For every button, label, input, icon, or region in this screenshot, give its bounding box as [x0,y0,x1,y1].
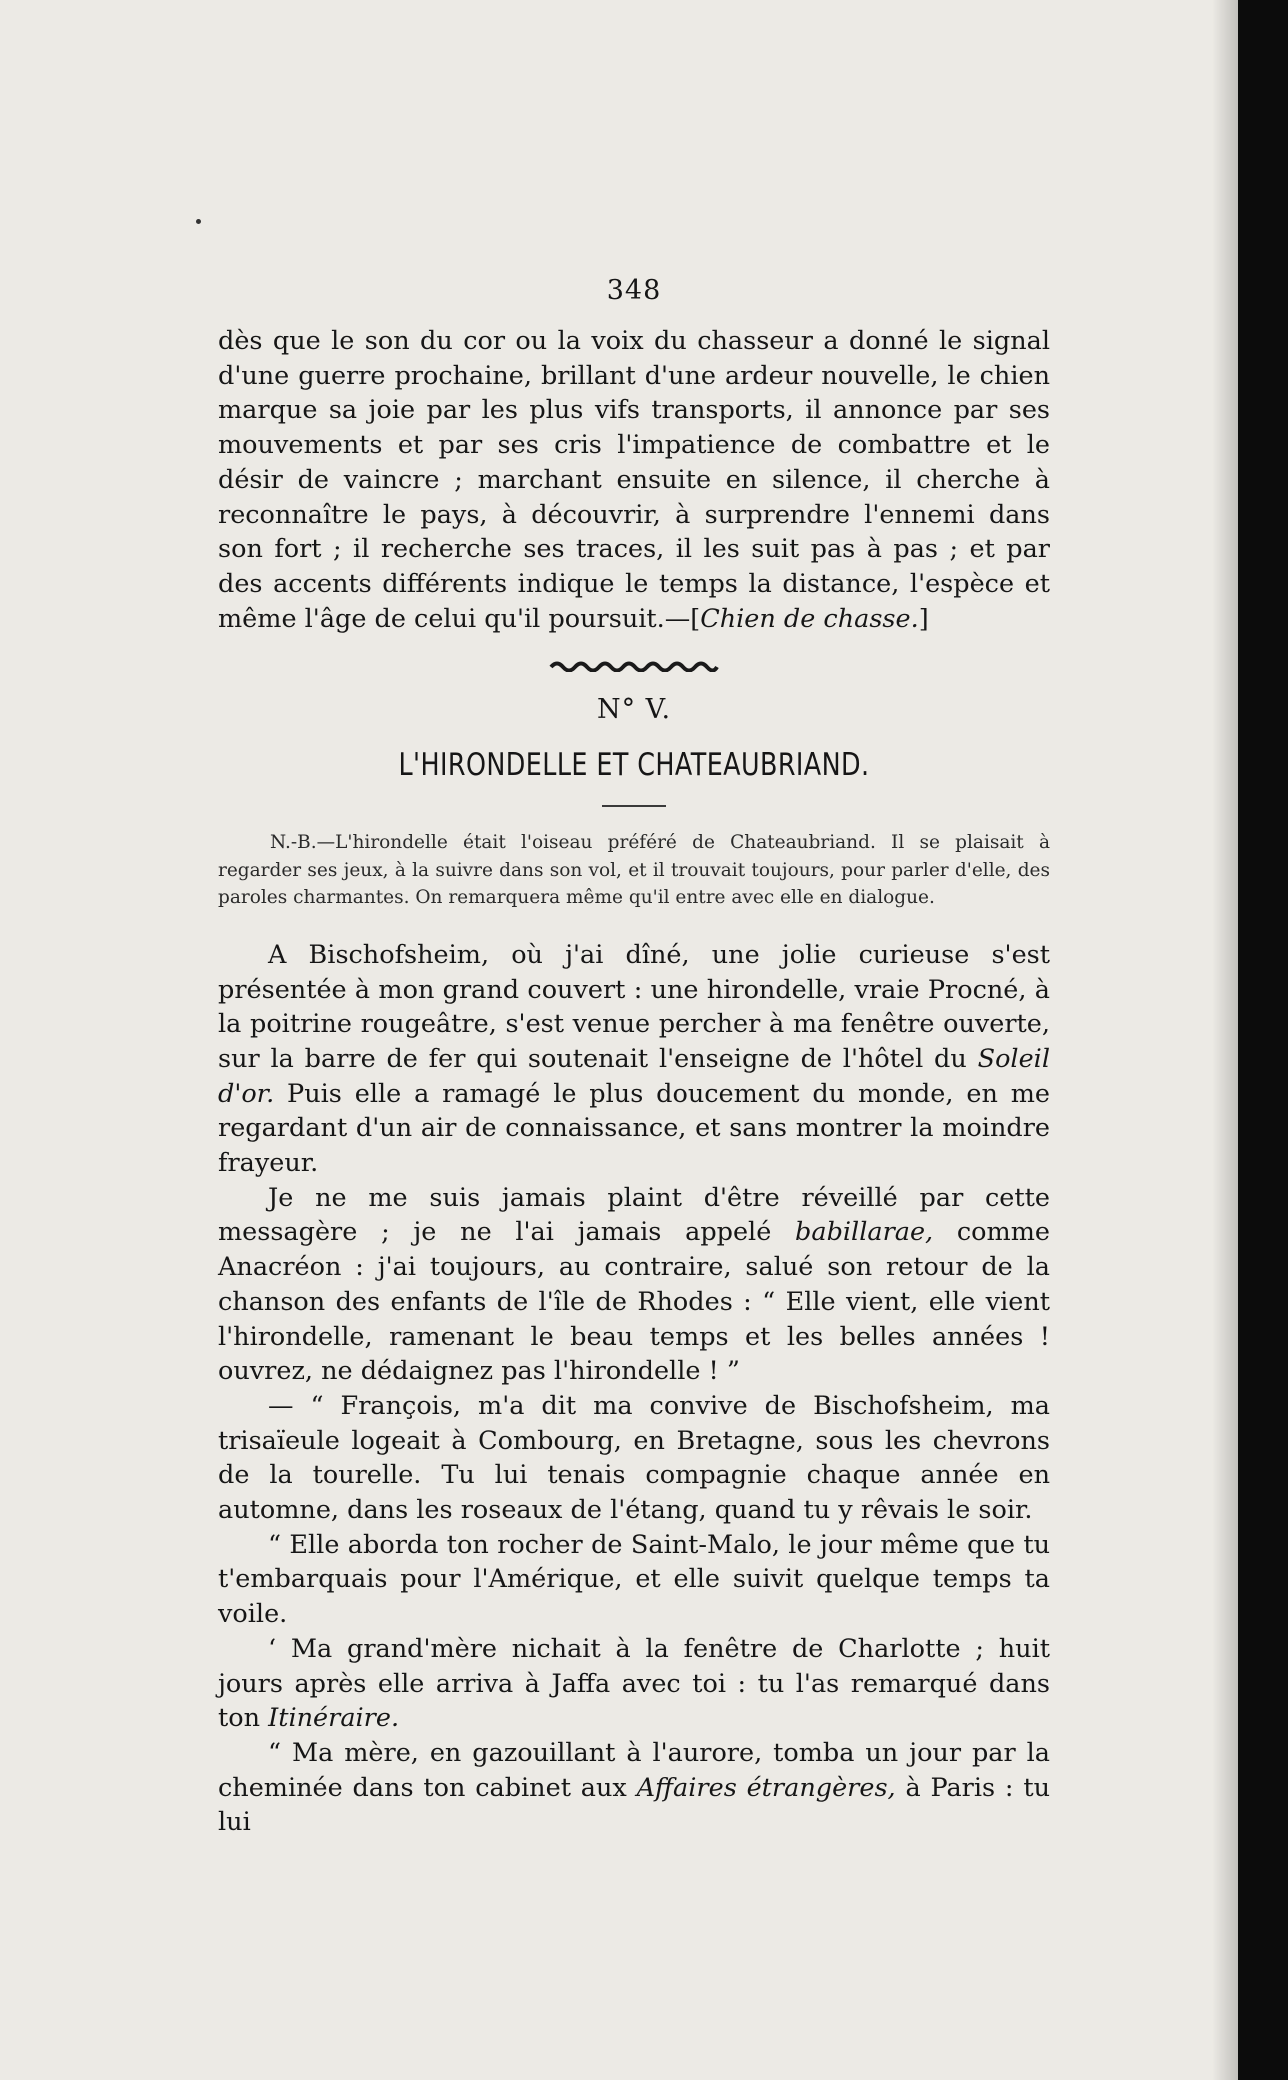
paragraph-2-text-a: Je ne me suis jamais plaint d'être réveillé par cette messagère ; je ne l'ai jamais appelé [218,1182,1050,1248]
opening-paragraph-text: dès que le son du cor ou la voix du chasseur a donné le signal d'une guerre prochaine, brillant d'une ardeur nouvelle, le chien marque sa joie par les plus vifs transports, il annonce par ses mouvements et par ses cris l'impatience de combattre et le désir de vaincre ; marchant ensuite en silence, il cherche à reconnaître le pays, à découvrir, à surprendre l'ennemi dans son fort ; il recherche ses traces, il les suit pas à pas ; et par des accents différents indique le temps la distance, l'espèce et même l'âge de celui qu'il poursuit.—[ [218,326,1050,634]
title-rule [602,805,666,807]
paragraph-1-text-a: A Bischofsheim, où j'ai dîné, une jolie curieuse s'est présentée à mon grand couvert : une hirondelle, vraie Procné, à la poitrine rougeâtre, s'est venue percher à ma fenêtre ouverte, sur la barre de fer qui soutenait l'enseigne de l'hôtel du [218,939,1050,1074]
paragraph-1-italic: Soleil d'or. [218,1043,1050,1109]
page-content [218,275,1050,1840]
paragraph-3: — “ François, m'a dit ma convive de Bischofsheim, ma trisaïeule logeait à Combourg, en Bretagne, sous les chevrons de la tourelle. Tu lui tenais compagnie chaque année en automne, dans les roseaux de l'étang, quand tu y rêvais le soir. [218,1390,1050,1526]
page-number: 348 [606,275,662,306]
paragraph-1-text-b: Puis elle a ramagé le plus doucement du monde, en me regardant d'un air de connaissance, et sans montrer la moindre frayeur. [218,1078,1050,1179]
paragraph-5 [218,1632,1050,1736]
ink-speck [196,219,201,224]
page-edge-shadow [1212,0,1238,2080]
paragraph-5-italic: Itinéraire. [268,1703,400,1734]
paragraph-2 [218,1181,1050,1389]
opening-paragraph [218,324,1050,636]
paragraph-1 [218,938,1050,1181]
paragraph-6-text-b: à Paris : tu lui [218,1772,1050,1838]
paragraph-6-text-a: “ Ma mère, en gazouillant à l'aurore, tomba un jour par la cheminée dans ton cabinet aux [218,1738,1050,1803]
paragraph-4: “ Elle aborda ton rocher de Saint-Malo, le jour même que tu t'embarquais pour l'Amérique, et elle suivit quelque temps ta voile. [218,1529,1050,1630]
paragraph-5-text-a: ‘ Ma grand'mère nichait à la fenêtre de Charlotte ; huit jours après elle arriva à Jaffa avec toi : tu l'as remarqué dans ton [218,1633,1050,1734]
paragraph-6 [218,1736,1050,1840]
editor-note: N.-B.—L'hirondelle était l'oiseau préféré de Chateaubriand. Il se plaisait à regarder ses jeux, à la suivre dans son vol, et il trouvait toujours, pour parler d'elle, des paroles charmantes. On remarquera même qu'il entre avec elle en dialogue. [218,832,1050,909]
paragraph-2-italic: babillarae, [795,1217,934,1248]
opening-paragraph-source: Chien de chasse. [700,603,919,634]
section-ornament [549,658,719,672]
section-title: L'HIRONDELLE ET CHATEAUBRIAND. [398,747,870,784]
opening-paragraph-close: ] [918,603,929,634]
section-number: N° V. [596,694,672,726]
paragraph-2-text-b: comme Anacréon : j'ai toujours, au contraire, salué son retour de la chanson des enfants de l'île de Rhodes : “ Elle vient, elle vient l'hirondelle, ramenant le beau temps et les belles années ! ouvrez, ne dédaignez pas l'hirondelle ! ” [218,1217,1050,1387]
paragraph-6-italic: Affaires étrangères, [636,1772,896,1803]
